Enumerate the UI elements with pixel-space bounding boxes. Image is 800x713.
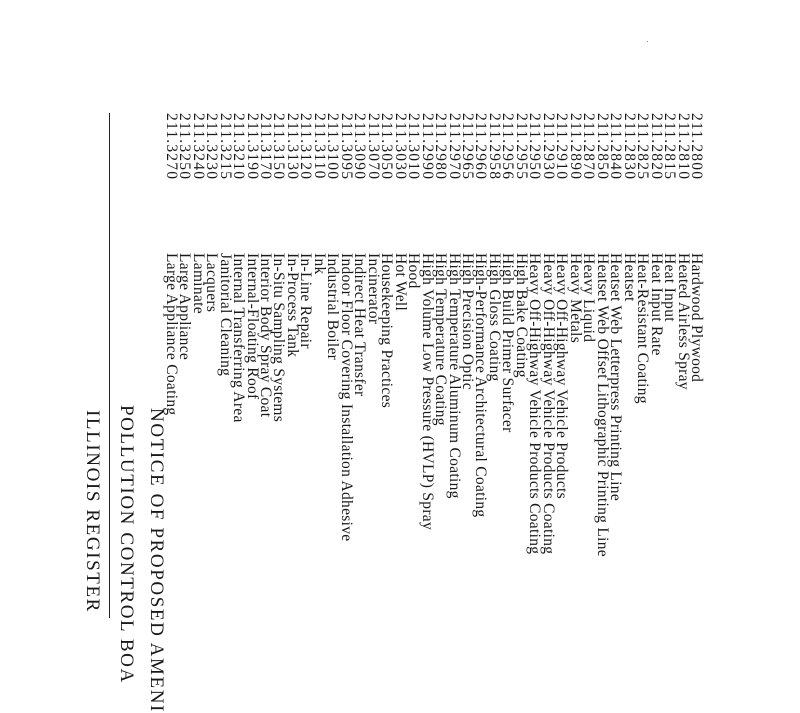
section-number: 211.2930 (539, 113, 557, 181)
section-number: 211.2830 (620, 113, 638, 181)
section-term: In-Situ Sampling Systems (270, 253, 288, 423)
list-item (593, 113, 611, 623)
section-number: 211.2815 (661, 113, 679, 181)
list-item (418, 113, 436, 623)
list-item (690, 113, 703, 623)
list-item (230, 113, 248, 623)
section-term: Heavy Off-Highway Vehicle Products Coating (539, 253, 557, 555)
section-number: 211.2820 (647, 113, 665, 181)
section-number: 211.2910 (553, 113, 571, 181)
section-term: Heavy Off-Highway Vehicle Products Coating (526, 253, 544, 555)
list-item (459, 113, 477, 623)
section-list (164, 113, 703, 623)
section-number: 211.3210 (230, 113, 248, 181)
list-item (647, 113, 665, 623)
list-item (445, 113, 463, 623)
section-number: 211.2890 (566, 113, 584, 181)
list-item (283, 113, 301, 623)
section-term: Heat Input (661, 253, 679, 322)
section-term: Laminate (189, 253, 207, 314)
section-term: Interior Body Spray Coat (257, 253, 274, 418)
section-term: Internal Transferring Area (230, 253, 248, 423)
section-number: 211.2955 (512, 113, 530, 181)
section-number: 211.2840 (607, 113, 625, 181)
list-item (607, 113, 625, 623)
section-term: Large Appliance (176, 253, 194, 361)
section-number: 211.3030 (391, 113, 409, 181)
section-number: 211.3110 (310, 113, 328, 180)
section-term: In-Process Tank (283, 253, 301, 358)
section-term: High Volume Low Pressure (HVLP) Spray (418, 253, 436, 531)
section-number: 211.3120 (297, 113, 315, 181)
section-number: 211.2965 (459, 113, 477, 181)
section-number: 211.3170 (257, 113, 274, 181)
section-term: Ink (310, 253, 328, 275)
list-item (216, 113, 234, 623)
section-term: Janitorial Cleaning (216, 253, 234, 377)
section-number: 211.2870 (580, 113, 598, 181)
section-number: 211.2958 (485, 113, 503, 181)
scan-speck (647, 41, 648, 42)
section-number: 211.2960 (472, 113, 490, 181)
section-term: Heavy Liquid (580, 253, 598, 343)
list-item (176, 113, 194, 623)
list-item (259, 113, 272, 623)
section-number: 211.3100 (324, 113, 342, 181)
list-item (310, 113, 328, 623)
section-number: 211.3190 (243, 113, 261, 181)
list-item (351, 113, 369, 623)
section-number: 211.3215 (216, 113, 234, 181)
section-term: Heated Airless Spray (674, 253, 692, 390)
section-number: 211.3130 (283, 113, 301, 181)
section-term: Large Appliance Coating (162, 253, 180, 416)
section-number: 211.3230 (203, 113, 221, 181)
section-term: High Precision Optic (459, 253, 477, 390)
section-term: Hardwood Plywood (688, 253, 705, 383)
list-item (539, 113, 557, 623)
list-item (297, 113, 315, 623)
list-item (243, 113, 261, 623)
section-term: Incinerator (364, 253, 382, 325)
section-number: 211.3150 (270, 113, 288, 181)
section-term: In-Line Repair (297, 253, 315, 349)
list-item (189, 113, 207, 623)
section-term: Housekeeping Practices (378, 253, 396, 409)
section-number: 211.2990 (418, 113, 436, 181)
section-number: 211.2825 (634, 113, 652, 181)
section-number: 211.2800 (688, 113, 705, 181)
section-number: 211.3090 (351, 113, 369, 181)
list-item (674, 113, 692, 623)
section-number: 211.2810 (674, 113, 692, 181)
section-term: Lacquers (203, 253, 221, 313)
list-item (526, 113, 544, 623)
section-number: 211.3070 (364, 113, 382, 181)
section-number: 211.3250 (176, 113, 194, 181)
section-number: 211.2980 (432, 113, 450, 181)
list-item (378, 113, 396, 623)
section-term: Heatset Web Letterpress Printing Line (607, 253, 625, 502)
list-item (162, 113, 180, 623)
section-term: High Temperature Coating (432, 253, 450, 426)
list-item (634, 113, 652, 623)
list-item (270, 113, 288, 623)
section-term: Heavy Metals (566, 253, 584, 344)
section-term: High-Performance Architectural Coating (472, 253, 490, 518)
list-item (499, 113, 517, 623)
section-number: 211.3050 (378, 113, 396, 181)
board-title: POLLUTION CONTROL BOA (116, 405, 137, 684)
section-term: Heat Input Rate (647, 253, 665, 356)
section-term: Industrial Boiler (324, 253, 342, 361)
section-term: Hood (405, 253, 423, 289)
notice-title: NOTICE OF PROPOSED AMENI (146, 408, 167, 713)
section-term: Hot Well (391, 253, 409, 312)
register-title: ILLINOIS REGISTER (82, 410, 103, 613)
section-number: 211.2850 (593, 113, 611, 181)
section-number: 211.3240 (189, 113, 207, 181)
section-term: High Build Primer Surfacer (499, 253, 517, 433)
list-item (566, 113, 584, 623)
section-term: Internal-Floating Roof (243, 253, 261, 400)
section-number: 211.3270 (162, 113, 180, 181)
list-item (472, 113, 490, 623)
list-item (391, 113, 409, 623)
section-term: Heat-Resistant Coating (634, 253, 652, 404)
section-term: High Gloss Coating (485, 253, 503, 382)
section-term: Indoor Floor Covering Installation Adhesive (337, 253, 355, 542)
section-term: Indirect Heat Transfer (351, 253, 369, 397)
section-term: High Bake Coating (512, 253, 530, 378)
section-term: Heatset (620, 253, 638, 302)
section-number: 211.3010 (405, 113, 423, 181)
section-term: Heavy Off-Highway Vehicle Products (553, 253, 571, 499)
header-rule (109, 113, 110, 618)
section-term: High Temperature Aluminum Coating (445, 253, 463, 499)
section-number: 211.2956 (499, 113, 517, 181)
list-item (432, 113, 450, 623)
section-number: 211.3095 (337, 113, 355, 181)
section-number: 211.2950 (526, 113, 544, 181)
section-number: 211.2970 (445, 113, 463, 181)
list-item (337, 113, 355, 623)
list-item (553, 113, 571, 623)
section-term: Heatset Web Offset Lithographic Printing Line (593, 253, 611, 557)
list-item (485, 113, 503, 623)
